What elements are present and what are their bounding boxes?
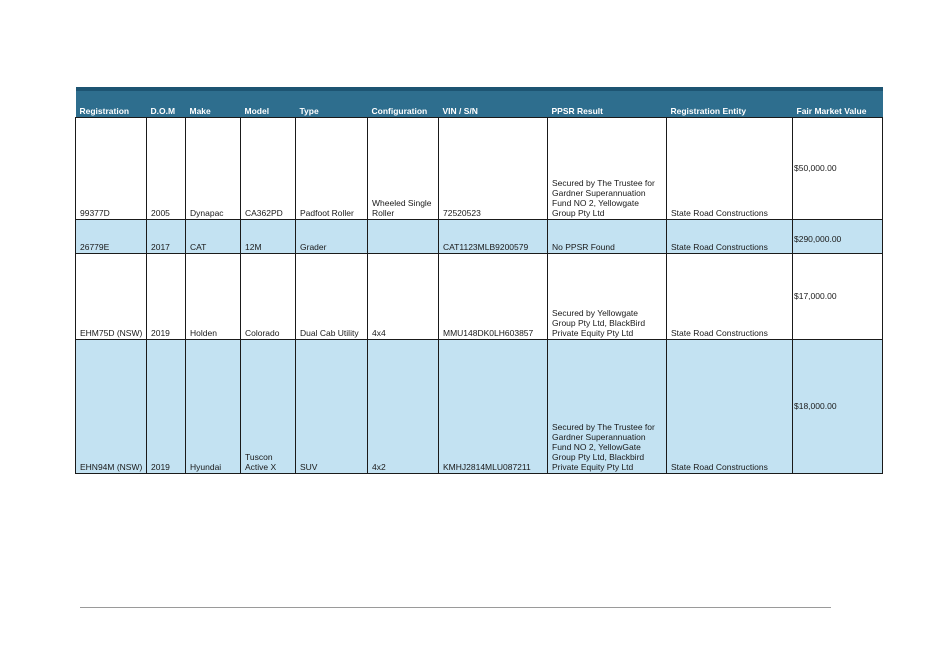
header-ppsr-result: PPSR Result: [548, 89, 667, 118]
cell-make: CAT: [186, 220, 241, 254]
cell-ppsr-result: No PPSR Found: [548, 220, 667, 254]
cell-dom: 2017: [147, 220, 186, 254]
cell-type: Padfoot Roller: [296, 118, 368, 220]
header-make: Make: [186, 89, 241, 118]
cell-dom: 2019: [147, 254, 186, 340]
header-registration: Registration: [76, 89, 147, 118]
cell-dom: 2005: [147, 118, 186, 220]
cell-model: Tuscon Active X: [241, 340, 296, 474]
cell-type: Dual Cab Utility: [296, 254, 368, 340]
header-vin: VIN / S/N: [439, 89, 548, 118]
cell-type: SUV: [296, 340, 368, 474]
cell-vin: 72520523: [439, 118, 548, 220]
cell-vin: KMHJ2814MLU087211: [439, 340, 548, 474]
table-row: [76, 220, 883, 254]
asset-table: [75, 87, 883, 474]
cell-model: Colorado: [241, 254, 296, 340]
cell-registration: 26779E: [76, 220, 147, 254]
cell-dom: 2019: [147, 340, 186, 474]
table-row: [76, 340, 883, 474]
cell-registration-entity: State Road Constructions: [667, 220, 793, 254]
cell-registration: EHN94M (NSW): [76, 340, 147, 474]
cell-make: Hyundai: [186, 340, 241, 474]
cell-fair-market-value: $290,000.00: [793, 220, 883, 254]
cell-ppsr-result: Secured by The Trustee for Gardner Superannuation Fund NO 2, YellowGate Group Pty Ltd, Blackbird Private Equity Pty Ltd: [548, 340, 667, 474]
cell-make: Dynapac: [186, 118, 241, 220]
cell-make: Holden: [186, 254, 241, 340]
cell-registration-entity: State Road Constructions: [667, 340, 793, 474]
cell-type: Grader: [296, 220, 368, 254]
header-dom: D.O.M: [147, 89, 186, 118]
cell-ppsr-result: Secured by Yellowgate Group Pty Ltd, BlackBird Private Equity Pty Ltd: [548, 254, 667, 340]
cell-configuration: [368, 220, 439, 254]
header-model: Model: [241, 89, 296, 118]
header-configuration: Configuration: [368, 89, 439, 118]
cell-registration-entity: State Road Constructions: [667, 118, 793, 220]
table-row: [76, 254, 883, 340]
header-fair-market-value: Fair Market Value: [793, 89, 883, 118]
table-body: [76, 118, 883, 474]
cell-fair-market-value: $50,000.00: [793, 118, 883, 220]
footer-divider: [80, 607, 831, 608]
cell-model: 12M: [241, 220, 296, 254]
cell-registration: EHM75D (NSW): [76, 254, 147, 340]
cell-vin: MMU148DK0LH603857: [439, 254, 548, 340]
cell-registration: 99377D: [76, 118, 147, 220]
header-row: [76, 89, 883, 118]
cell-configuration: 4x2: [368, 340, 439, 474]
header-type: Type: [296, 89, 368, 118]
cell-fair-market-value: $17,000.00: [793, 254, 883, 340]
cell-configuration: Wheeled Single Roller: [368, 118, 439, 220]
table-header: [76, 89, 883, 118]
table-row: [76, 118, 883, 220]
header-registration-entity: Registration Entity: [667, 89, 793, 118]
cell-fair-market-value: $18,000.00: [793, 340, 883, 474]
cell-ppsr-result: Secured by The Trustee for Gardner Superannuation Fund NO 2, Yellowgate Group Pty Ltd: [548, 118, 667, 220]
cell-model: CA362PD: [241, 118, 296, 220]
cell-registration-entity: State Road Constructions: [667, 254, 793, 340]
cell-configuration: 4x4: [368, 254, 439, 340]
cell-vin: CAT1123MLB9200579: [439, 220, 548, 254]
